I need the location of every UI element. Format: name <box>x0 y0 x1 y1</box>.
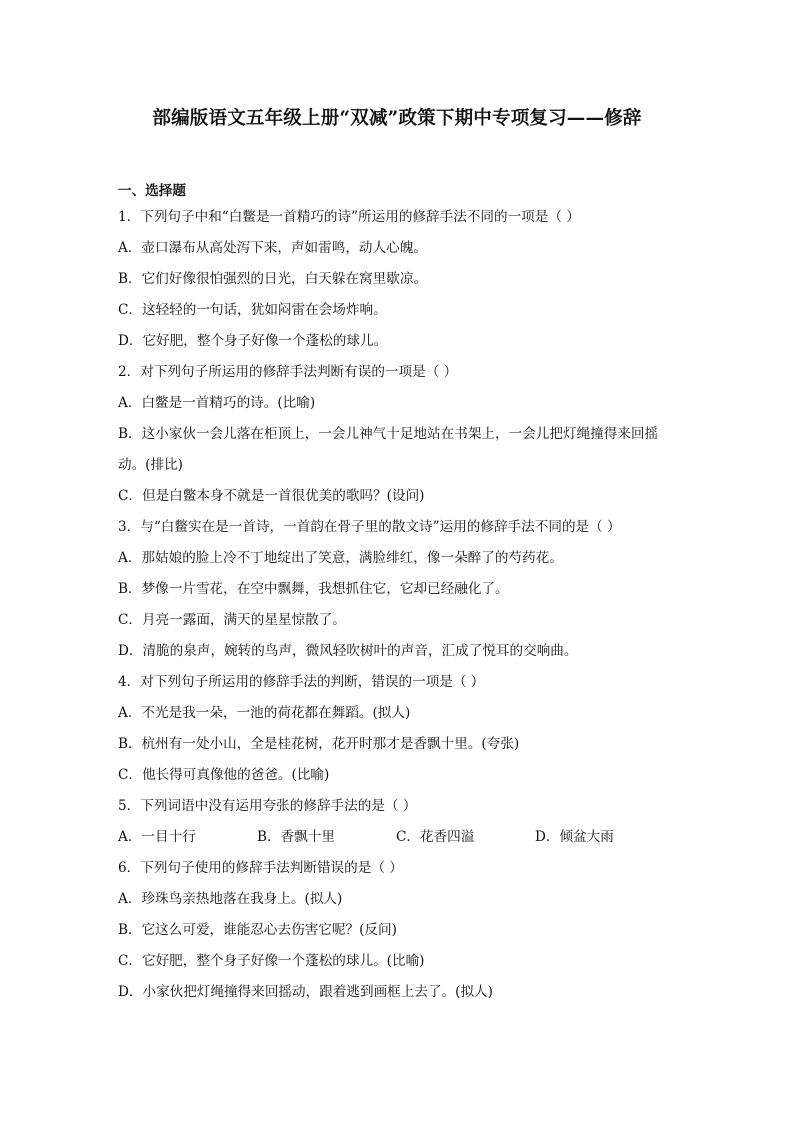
q6-option-d: D．小家伙把灯绳撞得来回摇动，跟着逃到画框上去了。(拟人) <box>118 984 493 1000</box>
q2-option-a: A．白鳖是一首精巧的诗。(比喻) <box>118 395 316 411</box>
q3-option-a: A．那姑娘的脸上冷不丁地绽出了笑意，满脸绯红，像一朵醉了的芍药花。 <box>118 550 563 566</box>
section-heading: 一、选择题 <box>118 183 186 199</box>
page-title: 部编版语文五年级上册“双减”政策下期中专项复习——修辞 <box>152 108 642 129</box>
q1-option-d: D．它好肥，整个身子好像一个蓬松的球儿。 <box>118 333 388 349</box>
q3-option-c: C．月亮一露面，满天的星星惊散了。 <box>118 612 346 628</box>
q4-option-a: A．不光是我一朵，一池的荷花都在舞蹈。(拟人) <box>118 705 411 721</box>
q6-option-a: A．珍珠鸟亲热地落在我身上。(拟人) <box>118 891 343 907</box>
question-5: 5．下列词语中没有运用夸张的修辞手法的是（ ） <box>118 798 417 814</box>
q3-option-b: B．梦像一片雪花，在空中飘舞，我想抓住它，它却已经融化了。 <box>118 581 509 597</box>
q6-option-b: B．它这么可爱，谁能忍心去伤害它呢？(反问) <box>118 922 397 938</box>
q2-option-b-cont: 动。(排比) <box>118 457 183 473</box>
question-4: 4．对下列句子所运用的修辞手法的判断，错误的一项是（ ） <box>118 674 485 690</box>
q5-option-b: B．香飘十里 <box>257 829 335 845</box>
q6-option-c: C．它好肥，整个身子好像一个蓬松的球儿。(比喻) <box>118 953 425 969</box>
q4-option-b: B．杭州有一处小山，全是桂花树，花开时那才是香飘十里。(夸张) <box>118 736 520 752</box>
question-3: 3．与“白鳖实在是一首诗，一首韵在骨子里的散文诗”运用的修辞手法不同的是（ ） <box>118 519 621 535</box>
question-6: 6．下列句子使用的修辞手法判断错误的是（ ） <box>118 860 403 876</box>
q5-options <box>118 822 688 853</box>
question-2: 2．对下列句子所运用的修辞手法判断有误的一项是（ ） <box>118 364 458 380</box>
q2-option-c: C．但是白鳖本身不就是一首很优美的歌吗？(设问) <box>118 488 425 504</box>
q3-option-d: D．清脆的泉声，婉转的鸟声，微风轻吹树叶的声音，汇成了悦耳的交响曲。 <box>118 643 578 659</box>
q1-option-a: A．壶口瀑布从高处泻下来，声如雷鸣，动人心魄。 <box>118 240 427 256</box>
q5-option-a: A．一目十行 <box>118 829 196 845</box>
document-body <box>118 180 688 1008</box>
q1-option-b: B．它们好像很怕强烈的日光，白天躲在窝里歇凉。 <box>118 271 428 287</box>
q2-option-b: B．这小家伙一会儿落在柜顶上，一会儿神气十足地站在书架上，一会儿把灯绳撞得来回摇 <box>118 426 659 442</box>
q5-option-c: C．花香四溢 <box>396 829 475 845</box>
q1-option-c: C．这轻轻的一句话，犹如闷雷在会场炸响。 <box>118 302 387 318</box>
question-1: 1．下列句子中和“白鳖是一首精巧的诗”所运用的修辞手法不同的一项是（ ） <box>118 209 580 225</box>
q4-option-c: C．他长得可真像他的爸爸。(比喻) <box>118 767 330 783</box>
q5-option-d: D．倾盆大雨 <box>535 829 614 845</box>
